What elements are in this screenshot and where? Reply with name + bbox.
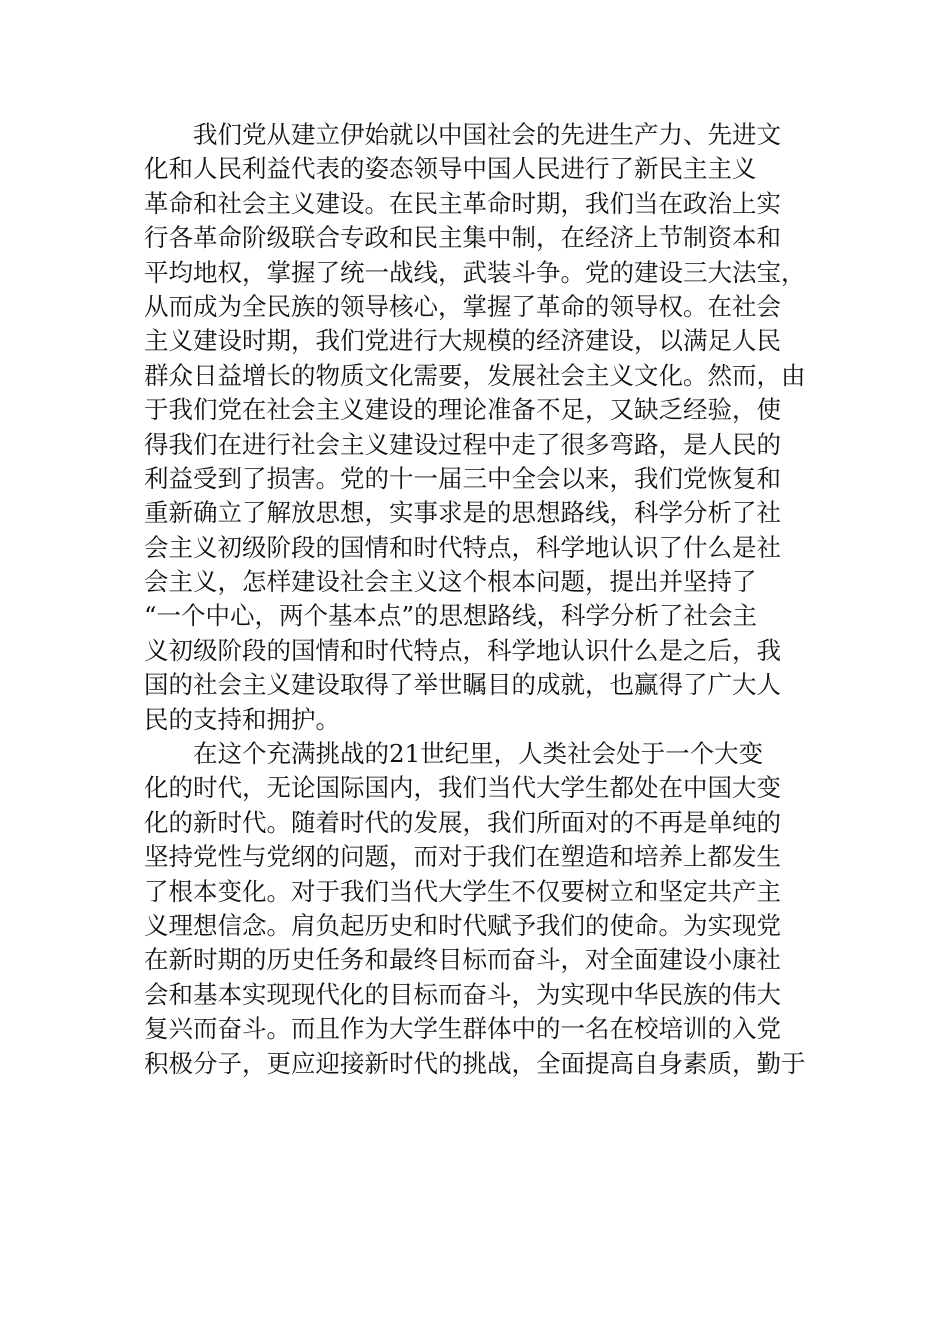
text-line: 得我们在进行社会主义建设过程中走了很多弯路，是人民的 bbox=[144, 429, 781, 459]
paragraph-1 bbox=[144, 118, 806, 737]
text-line: 义初级阶段的国情和时代特点，科学地认识什么是之后，我 bbox=[144, 635, 781, 665]
text-line: 化和人民利益代表的姿态领导中国人民进行了新民主主义 bbox=[144, 154, 757, 184]
text-line: 会主义，怎样建设社会主义这个根本问题，提出并坚持了 bbox=[144, 567, 757, 597]
text-line: 复兴而奋斗。而且作为大学生群体中的一名在校培训的入党 bbox=[144, 1014, 781, 1044]
text-line: 义理想信念。肩负起历史和时代赋予我们的使命。为实现党 bbox=[144, 910, 781, 940]
text-line: 平均地权，掌握了统一战线，武装斗争。党的建设三大法宝， bbox=[144, 257, 806, 287]
text-line: 会主义初级阶段的国情和时代特点，科学地认识了什么是社 bbox=[144, 532, 781, 562]
text-line: 革命和社会主义建设。在民主革命时期，我们当在政治上实 bbox=[144, 188, 781, 218]
text-line: 行各革命阶级联合专政和民主集中制，在经济上节制资本和 bbox=[144, 223, 781, 253]
text-line: 化的时代，无论国际国内，我们当代大学生都处在中国大变 bbox=[144, 773, 781, 803]
document-body bbox=[144, 118, 806, 1081]
text-line: 我们党从建立伊始就以中国社会的先进生产力、先进文 bbox=[144, 120, 781, 149]
text-line: 了根本变化。对于我们当代大学生不仅要树立和坚定共产主 bbox=[144, 876, 781, 906]
text-line: 主义建设时期，我们党进行大规模的经济建设，以满足人民 bbox=[144, 326, 781, 356]
text-line: 从而成为全民族的领导核心，掌握了革命的领导权。在社会 bbox=[144, 291, 781, 321]
paragraph-2 bbox=[144, 737, 806, 1081]
text-line: 利益受到了损害。党的十一届三中全会以来，我们党恢复和 bbox=[144, 463, 781, 493]
text-line: 重新确立了解放思想，实事求是的思想路线，科学分析了社 bbox=[144, 498, 781, 528]
text-line: 国的社会主义建设取得了举世瞩目的成就，也赢得了广大人 bbox=[144, 670, 781, 700]
text-line: 积极分子，更应迎接新时代的挑战，全面提高自身素质，勤于 bbox=[144, 1048, 806, 1078]
text-line: 群众日益增长的物质文化需要，发展社会主义文化。然而，由 bbox=[144, 360, 806, 390]
text-line: 会和基本实现现代化的目标而奋斗，为实现中华民族的伟大 bbox=[144, 979, 781, 1009]
text-line: 民的支持和拥护。 bbox=[144, 704, 340, 734]
text-line: “一个中心，两个基本点”的思想路线，科学分析了社会主 bbox=[144, 601, 758, 631]
text-line: 化的新时代。随着时代的发展，我们所面对的不再是单纯的 bbox=[144, 807, 781, 837]
text-line: 坚持党性与党纲的问题，而对于我们在塑造和培养上都发生 bbox=[144, 842, 781, 872]
text-line: 于我们党在社会主义建设的理论准备不足，又缺乏经验，使 bbox=[144, 395, 781, 425]
text-line: 在这个充满挑战的21世纪里，人类社会处于一个大变 bbox=[144, 739, 764, 769]
text-line: 在新时期的历史任务和最终目标而奋斗，对全面建设小康社 bbox=[144, 945, 781, 975]
